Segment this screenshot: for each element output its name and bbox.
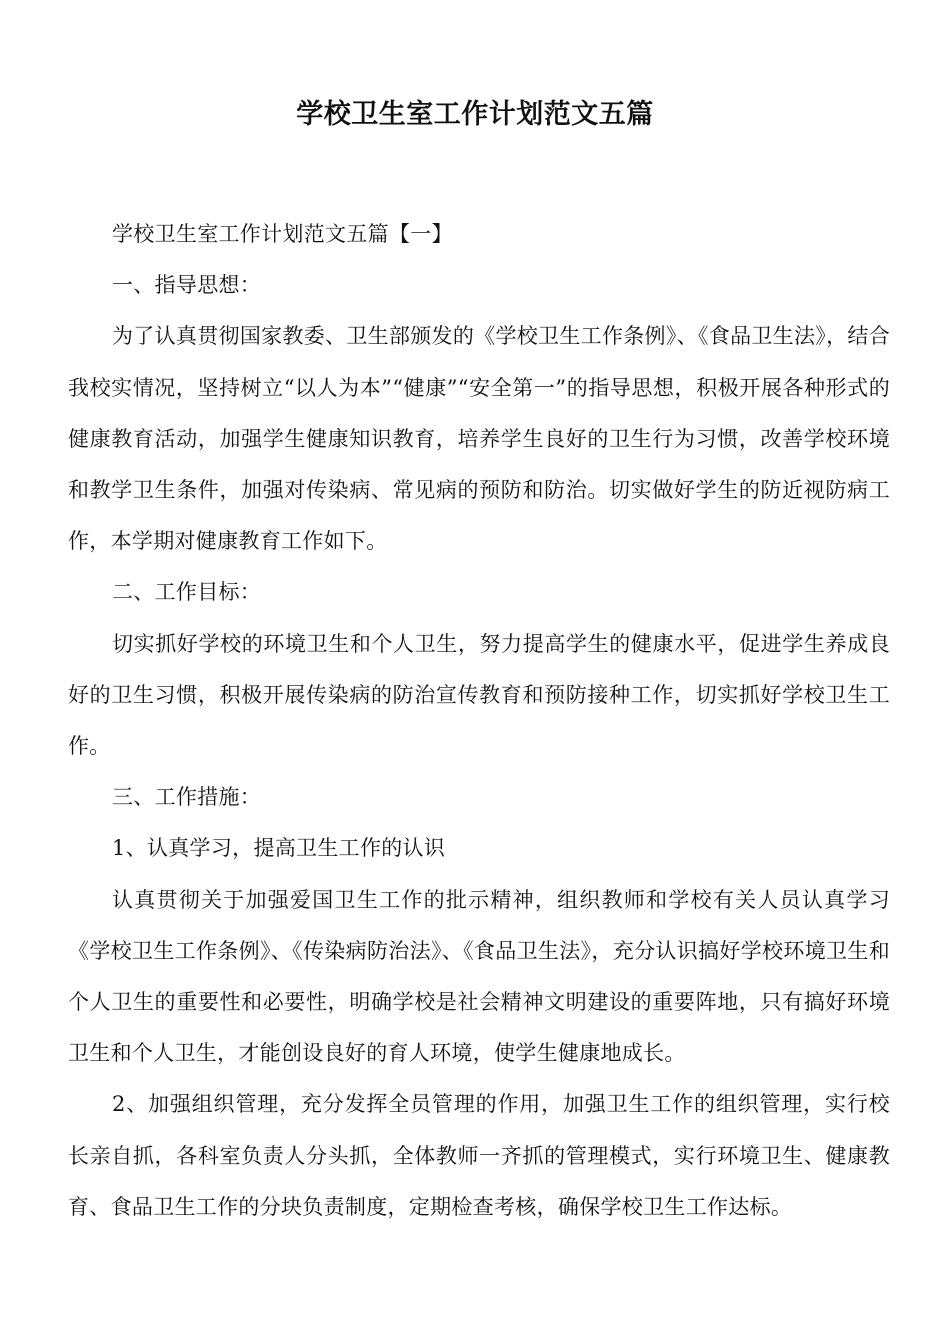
document-title: 学校卫生室工作计划范文五篇	[296, 99, 654, 130]
heading-guiding-ideology: 一、指导思想：	[112, 273, 262, 298]
paragraph-measure-1: 认真贯彻关于加强爱国卫生工作的批示精神，组织教师和学校有关人员认真学习《学校卫生工作条例》、《传染病防治法》、《食品卫生法》，充分认识搞好学校环境卫生和个人卫生的重要性和必要性，明确学校是社会精神文明建设的重要阵地，只有搞好环境卫生和个人卫生，才能创设良好的育人环境，使学生健康地成长。	[68, 887, 890, 1066]
heading-work-goals: 二、工作目标：	[112, 580, 262, 605]
paragraph-measure-2: 2、加强组织管理，充分发挥全员管理的作用，加强卫生工作的组织管理，实行校长亲自抓，各科室负责人分头抓，全体教师一齐抓的管理模式，实行环境卫生、健康教育、食品卫生工作的分块负责制度，定期检查考核，确保学校卫生工作达标。	[68, 1092, 890, 1219]
paragraph-work-goals: 切实抓好学校的环境卫生和个人卫生，努力提高学生的健康水平，促进学生养成良好的卫生习惯，积极开展传染病的防治宣传教育和预防接种工作，切实抓好学校卫生工作。	[68, 631, 890, 759]
document-body	[68, 209, 890, 1233]
heading-work-measures: 三、工作措施：	[112, 785, 262, 810]
paragraph-guiding-ideology: 为了认真贯彻国家教委、卫生部颁发的《学校卫生工作条例》、《食品卫生法》，结合我校实情况，坚持树立“以人为本”“健康”“安全第一”的指导思想，积极开展各种形式的健康教育活动，加强学生健康知识教育，培养学生良好的卫生行为习惯，改善学校环境和教学卫生条件，加强对传染病、常见病的预防和防治。切实做好学生的防近视防病工作，本学期对健康教育工作如下。	[68, 324, 890, 554]
section-heading-part-one: 学校卫生室工作计划范文五篇【一】	[112, 222, 453, 246]
subheading-measure-1: 1、认真学习，提高卫生工作的认识	[112, 836, 446, 861]
